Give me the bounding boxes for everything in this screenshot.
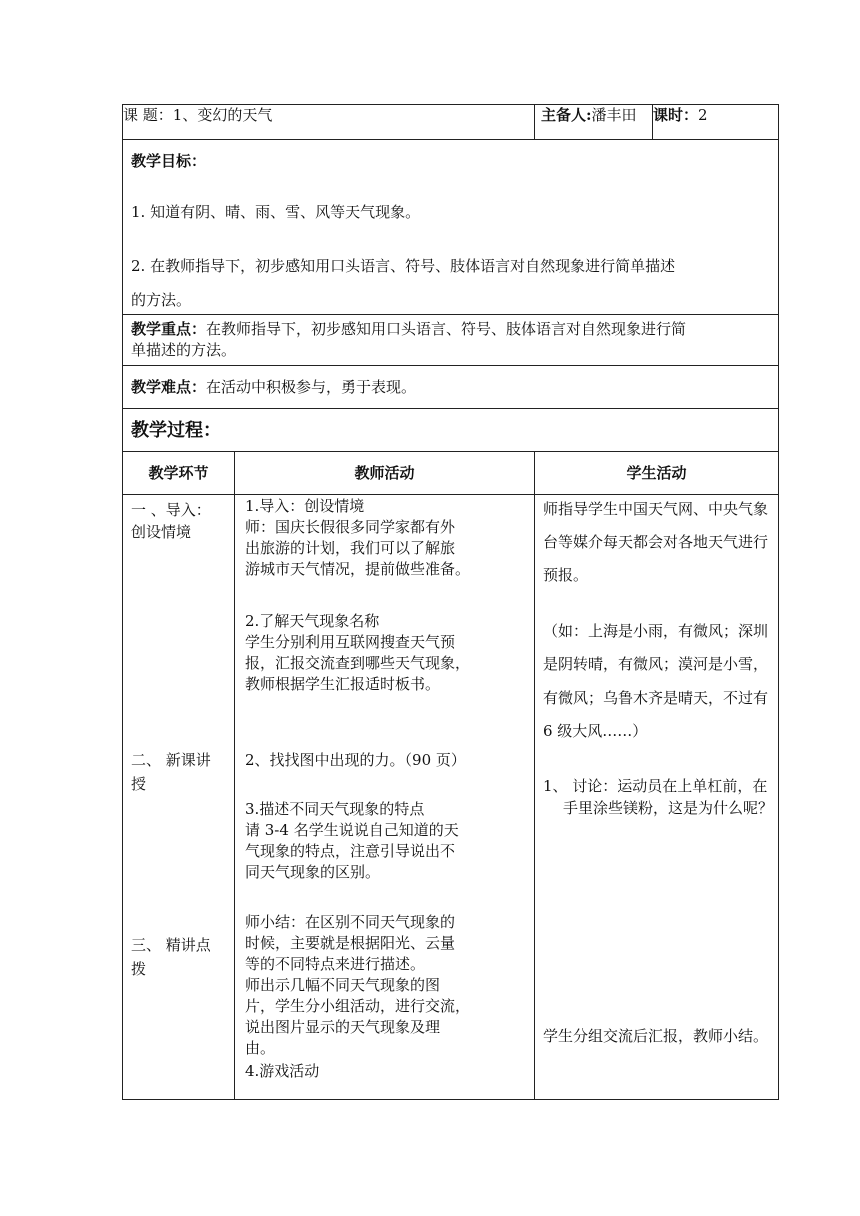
stage-2-line1: 二、 新课讲 bbox=[131, 751, 211, 769]
objective-item-1: 1. 知道有阴、晴、雨、雪、风等天气现象。 bbox=[131, 203, 421, 221]
student-a4: 学生分组交流后汇报，教师小结。 bbox=[543, 1027, 769, 1045]
teacher-p4-title: 3.描述不同天气现象的特点 bbox=[245, 800, 425, 818]
stage-2-line2: 授 bbox=[131, 775, 147, 793]
stage-3-line1: 三、 精讲点 bbox=[131, 936, 211, 954]
teacher-p5-line2: 时候，主要就是根据阳光、云量 bbox=[245, 934, 456, 952]
stage-1-line1: 一 、导入： bbox=[131, 501, 211, 519]
teacher-p2-line2: 报，汇报交流查到哪些天气现象， bbox=[245, 654, 471, 672]
teacher-p5-line3: 等的不同特点来进行描述。 bbox=[245, 955, 426, 973]
objectives-title: 教学目标： bbox=[131, 152, 207, 170]
stage-3-line2: 拨 bbox=[131, 960, 147, 978]
header-row bbox=[123, 105, 779, 140]
teacher-p1-line1: 师：国庆长假很多同学家都有外 bbox=[245, 518, 456, 536]
teacher-p6-line3: 说出图片显示的天气现象及理 bbox=[245, 1018, 441, 1036]
preparer-label: 主备人: bbox=[541, 106, 592, 124]
key-points-label: 教学重点： bbox=[131, 320, 207, 338]
column-header-student: 学生活动 bbox=[535, 452, 779, 495]
objective-item-2-line2: 的方法。 bbox=[131, 291, 192, 309]
teacher-p2-line3: 教师根据学生汇报适时板书。 bbox=[245, 675, 441, 693]
difficulties-row bbox=[123, 366, 779, 409]
objectives-cell bbox=[123, 140, 779, 315]
teacher-p4-line1: 请 3-4 名学生说说自己知道的天 bbox=[245, 821, 459, 839]
student-a2-line2: 是阴转晴，有微风；漠河是小雪， bbox=[543, 655, 769, 673]
teacher-p6-line4: 由。 bbox=[245, 1039, 276, 1057]
process-title-cell bbox=[123, 409, 779, 452]
difficulties-label: 教学难点： bbox=[131, 378, 207, 396]
lesson-plan-table bbox=[122, 104, 779, 1100]
process-title: 教学过程： bbox=[131, 420, 221, 441]
column-header-teacher: 教师活动 bbox=[235, 452, 535, 495]
key-points-cell bbox=[123, 315, 779, 366]
teacher-p6-line1: 师出示几幅不同天气现象的图 bbox=[245, 976, 441, 994]
teacher-p7: 4.游戏活动 bbox=[245, 1062, 320, 1080]
student-a3-line2: 手里涂些镁粉，这是为什么呢？ bbox=[563, 799, 774, 817]
teacher-p3: 2、找找图中出现的力。（90 页） bbox=[245, 751, 466, 769]
student-a2-line1: （如：上海是小雨，有微风；深圳 bbox=[543, 622, 769, 640]
student-a1-line3: 预报。 bbox=[543, 566, 589, 584]
topic-label: 课 题： bbox=[123, 106, 173, 124]
teacher-p4-line2: 气现象的特点，注意引导说出不 bbox=[245, 842, 456, 860]
difficulties-cell bbox=[123, 366, 779, 409]
key-points-row bbox=[123, 315, 779, 366]
stage-column bbox=[123, 495, 235, 1100]
stage-1-line2: 创设情境 bbox=[131, 523, 192, 541]
student-a2-line4: 6 级大风……） bbox=[543, 722, 648, 740]
preparer-cell bbox=[535, 105, 653, 140]
teacher-p4-line3: 同天气现象的区别。 bbox=[245, 863, 381, 881]
key-points-line2: 单描述的方法。 bbox=[131, 341, 237, 359]
teacher-p2-title: 2.了解天气现象名称 bbox=[245, 612, 380, 630]
objectives-row bbox=[123, 140, 779, 315]
process-body-row bbox=[123, 495, 779, 1100]
teacher-p1-line2: 出旅游的计划，我们可以了解旅 bbox=[245, 539, 456, 557]
hours-label: 课时： bbox=[653, 106, 699, 124]
teacher-p2-line1: 学生分别利用互联网搜查天气预 bbox=[245, 633, 456, 651]
hours-cell bbox=[653, 105, 779, 140]
topic-cell bbox=[123, 105, 535, 140]
key-points-line1: 在教师指导下，初步感知用口头语言、符号、肢体语言对自然现象进行简 bbox=[206, 320, 687, 338]
teacher-activity-column bbox=[235, 495, 535, 1100]
objective-item-2-line1: 2. 在教师指导下，初步感知用口头语言、符号、肢体语言对自然现象进行简单描述 bbox=[131, 257, 676, 275]
hours-value: 2 bbox=[698, 106, 708, 124]
student-a2-line3: 有微风；乌鲁木齐是晴天，不过有 bbox=[543, 689, 769, 707]
topic-value: 1、变幻的天气 bbox=[172, 106, 273, 124]
column-header-stage: 教学环节 bbox=[123, 452, 235, 495]
teacher-p6-line2: 片，学生分小组活动，进行交流， bbox=[245, 997, 471, 1015]
teacher-p1-title: 1.导入：创设情境 bbox=[245, 497, 365, 515]
process-title-row bbox=[123, 409, 779, 452]
teacher-p5-line1: 师小结：在区别不同天气现象的 bbox=[245, 913, 456, 931]
column-header-row bbox=[123, 452, 779, 495]
student-activity-column bbox=[535, 495, 779, 1100]
student-a1-line1: 师指导学生中国天气网、中央气象 bbox=[543, 500, 769, 518]
student-a3-line1: 1、 讨论：运动员在上单杠前，在 bbox=[543, 777, 768, 795]
difficulties-text: 在活动中积极参与，勇于表现。 bbox=[206, 378, 417, 396]
student-a1-line2: 台等媒介每天都会对各地天气进行 bbox=[543, 533, 769, 551]
preparer-value: 潘丰田 bbox=[591, 106, 637, 124]
teacher-p1-line3: 游城市天气情况，提前做些准备。 bbox=[245, 560, 471, 578]
